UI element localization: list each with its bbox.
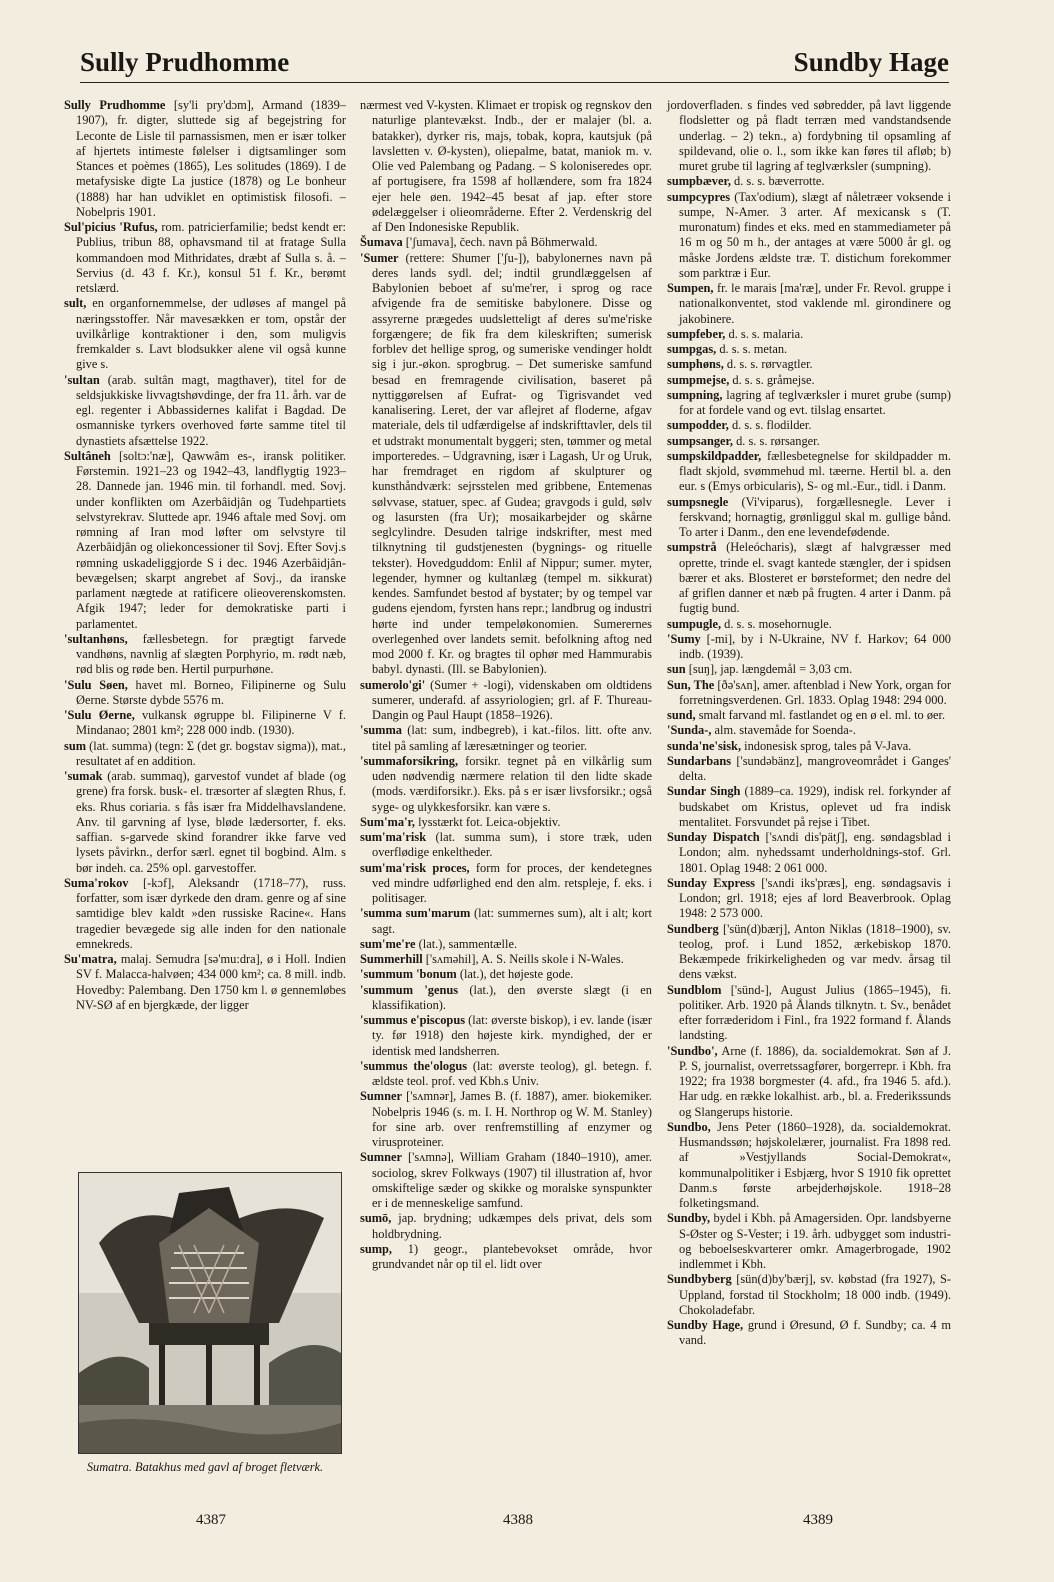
- entry-headword: Sunday Express: [667, 875, 755, 890]
- dictionary-entry: [667, 449, 951, 495]
- entry-headword: 'Sundbo',: [667, 1043, 718, 1058]
- entry-text: Arne (f. 1886), da. socialdemokrat. Søn af J. P. S, journalist, overretssagfører, borgerrepr. i Kbh. fra 1922; fra 1938 borgmester (4. afd., fra 1946 5. afd.). Har udg. en række lokalhist. arb., bl. a. Frederikssunds og Slangerups historie.: [679, 1043, 951, 1119]
- dictionary-entry: [667, 1318, 951, 1349]
- dictionary-entry: [64, 952, 346, 1013]
- entry-text: [sün(d)by'bærj], sv. købstad (fra 1927), S-Uppland, forstad til Stockholm; 18 000 indb. (1949). Chokoladefabr.: [679, 1272, 951, 1317]
- entry-text: (Sumer + -logi), videnskaben om oldtidens sumerer, underafd. af assyriologien; grl. af F. Thureau-Dangin og Paul Haupt (1858–1926).: [372, 677, 652, 722]
- dictionary-entry: [360, 1242, 652, 1273]
- dictionary-entry: [64, 220, 346, 296]
- entry-headword: sumō,: [360, 1211, 392, 1226]
- entry-text: nærmest ved V-kysten. Klimaet er tropisk og regnskov den naturlige plantevækst. Indb., der er malajer (bl. a. batakker), dyrker ris, majs, tobak, kopra, kautsjuk (på lavsletten v. Ø-kysten), oliepalme, batat, maniok m. v. Olie ved Palembang og Padang. – S koloniseredes opr. af portugisere, fra 1598 af hollændere, som fra 1824 ejer hele øen. 1942–45 besat af jap. efter store ødelæggelser i olieområderne. Efter 2. Verdenskrig del af Den Indonesiske Republik.: [360, 98, 652, 234]
- entry-text: ['sʌmnər], James B. (f. 1887), amer. biokemiker. Nobelpris 1946 (s. m. I. H. Northrop og W. M. Stanley) for sine arb. over renfremstilling af enzymer og virusproteiner.: [372, 1089, 652, 1149]
- entry-text: d. s. s. rørsanger.: [733, 433, 820, 448]
- entry-text: jordoverfladen. s findes ved søbredder, på lavt liggende flodsletter og på fladt terræn med vandstandsende underlag. – 2) tekn., a) fordybning til opsamling af spildevand, olie o. l., som ikke kan føres til afløb; b) muret grube til lagring af teglværksler (sumpning).: [667, 98, 951, 173]
- dictionary-entry: [360, 723, 652, 754]
- entry-headword: sumpsanger,: [667, 433, 733, 448]
- page-header: [80, 42, 949, 83]
- dictionary-entry: [360, 983, 652, 1014]
- dictionary-entry: [667, 678, 951, 709]
- entry-text: (lat: øverste teolog), gl. betegn. f. ældste teol. prof. ved Kbh.s Univ.: [372, 1058, 652, 1088]
- entry-text: d. s. s. bæverrotte.: [730, 174, 825, 189]
- dictionary-entry: [360, 251, 652, 678]
- dictionary-entry: [667, 327, 951, 342]
- entry-headword: sump,: [360, 1241, 393, 1256]
- dictionary-entry: [360, 861, 652, 907]
- entry-text: lysstærkt fot. Leica-objektiv.: [414, 814, 561, 829]
- entry-text: ['sʌmnə], William Graham (1840–1910), amer. sociolog, skrev Folkways (1907) til illustration af, hvor omskiftelige sæder og skikke og moralske synspunkter er i de menneskelige samfund.: [372, 1150, 652, 1210]
- entry-text: indonesisk sprog, tales på V-Java.: [741, 738, 912, 753]
- entry-text: (lat: øverste biskop), i ev. lande (især ty. før 1918) den højeste kirk. myndighed, der er identisk med landsherren.: [372, 1013, 652, 1058]
- entry-text: ['ʃumava], čech. navn på Böhmerwald.: [402, 235, 598, 250]
- dictionary-entry: [667, 388, 951, 419]
- dictionary-entry: [667, 1044, 951, 1120]
- dictionary-entry: [667, 1272, 951, 1318]
- entry-text: (lat: sum, indbegreb), i kat.-filos. litt. ofte anv. titel på samling af læresætninger og teorier.: [372, 723, 652, 753]
- dictionary-entry: [667, 662, 951, 677]
- entry-text: ['sundəbänz], mangroveområdet i Ganges' delta.: [679, 753, 951, 783]
- dictionary-entry: [360, 1059, 652, 1090]
- entry-headword: sumphøns,: [667, 357, 724, 372]
- entry-text: [ðə'sʌn], amer. aftenblad i New York, organ for forretningsverdenen. Grl. 1833. Oplag 1948: 294 000.: [679, 677, 951, 707]
- dictionary-entry: [360, 1211, 652, 1242]
- dictionary-entry: [667, 190, 951, 282]
- entry-text: en organfornemmelse, der udløses af mangel på næringsstoffer. Når mavesækken er tom, opstår der uvilkårlige kontraktioner i den, som muligvis fremkalder s. Lavt blodsukker alene vil også kunne give s.: [76, 296, 346, 372]
- header-right-guideword: Sundby Hage: [793, 47, 949, 77]
- dictionary-entry: [667, 495, 951, 541]
- entry-text: d. s. s. gråmejse.: [729, 372, 815, 387]
- dictionary-entry: [360, 678, 652, 724]
- dictionary-entry: [360, 937, 652, 952]
- dictionary-entry: [667, 617, 951, 632]
- dictionary-entry: [360, 98, 652, 235]
- column-2: [360, 98, 652, 1272]
- entry-headword: Sundbo,: [667, 1119, 711, 1134]
- entry-text: 1) geogr., plantebevokset område, hvor grundvandet når op til el. lidt over: [372, 1241, 652, 1271]
- entry-headword: Sundar Singh: [667, 784, 741, 799]
- entry-text: [soltɔ:'næ], Qawwâm es-, iransk politiker. Førstemin. 1921–23 og 1942–43, landflygtig 1923–28. Dannede jan. 1946 min. til forhandl. med. Sovj. under konflikten om Azerbâidjân og Tudehpartiets selvstyrekrav. Sluttede apr. 1946 aftale med Sovj. om rømning af Iran mod løfter om selvstyre til Azerbâidjân og oliekoncessioner til Sovj. Efter Sovj.s rømning uskadeliggjorde S i dec. 1946 Azerbâidjân-bevægelsen; skarpt angrebet af Sovj., da iranske parlament nægtede at ratificere olieoverenskomsten. Afgik 1947; leder for demokratiske parti i parlamentet.: [76, 448, 346, 631]
- entry-headword: Sum'ma'r,: [360, 814, 415, 829]
- entry-text: [suŋ], jap. længdemål = 3,03 cm.: [685, 662, 853, 677]
- dictionary-entry: [667, 739, 951, 754]
- entry-headword: sum'me're: [360, 936, 416, 951]
- dictionary-entry: [360, 830, 652, 861]
- entry-text: (rettere: Shumer ['ʃu-]), babylonernes navn på deres lands sydl. del; indtil grundlæggelsen af Babylonien beboet af su'me'rer, i sprog og race afvigende fra de semitiske babylonere. Disse og assyrerne prægedes uudsletteligt af deres su'me'riske forgængere; de fik fra dem kileskriften; sumerisk forblev det hellige sprog, og sumeriske vendinger holdt sig i jur.-økon. sprogbrug. – Det sumeriske samfund besad en fremragende civilisation, baseret på nyttiggørelsen af Eufrat- og Tigrisvandet ved kanalisering. Leret, der var aflejret af floderne, afgav materiale, dels til udfærdigelse af indskrifttavler, dels til et udstrakt monumentalt byggeri; sten, tømmer og metal importeredes. – Udgravning, især i Lagash, Ur og Uruk, har fremdraget en rigdom af skulpturer og kunsthåndværk: sejrsstelen med gribbene, Entemenas sølvvase, statuer, spec. af Gudea; gravgods i guld, sølv og lasursten (fra Ur); mosaikarbejder og skårne seglcylindre. Desuden talrige indskrifter, mest med tilknytning til gudstjenesten (bygnings- og rituelle tekster). Hovedguddom: Enlil af Nippur; sumer. myter, legender, hymner og kultanlæg (tempel m. sikkurat) kendes. Samfundet bestod af bystater; by og tempel var gudens ejendom, fyrsten hans repr.; landbrug og industri hørte ind under tempeløkonomien. Sumerernes overlegenhed over landets semit. befolkning aftog ned mod 2000 f. Kr. og bragtes til ophør med Hammurabis babyl. dynasti. (Ill. se Babylonien).: [372, 250, 652, 677]
- dictionary-entry: [360, 1150, 652, 1211]
- entry-headword: sunda'ne'sisk,: [667, 738, 742, 753]
- entry-text: form for proces, der kendetegnes ved mindre udførlighed end den alm. retspleje, f. eks. i politisager.: [372, 860, 652, 905]
- entry-headword: Summerhill: [360, 952, 423, 966]
- entry-text: Jens Peter (1860–1928), da. socialdemokrat. Husmandssøn; højskolelærer, journalist. Fra 1898 red. af »Vestjyllands Social-Demokrat«, kommunalpolitiker i Esbjærg, hvor S 1910 fik oprettet Danm.s første arbejderhøjskole. 1918–28 folketingsmand.: [679, 1119, 951, 1210]
- entry-headword: Sundby Hage,: [667, 1318, 744, 1332]
- dictionary-entry: [667, 174, 951, 189]
- entry-headword: 'summaforsikring,: [360, 753, 459, 768]
- entry-headword: sumerolo'gi': [360, 677, 426, 692]
- entry-text: vulkansk øgruppe bl. Filipinerne V f. Mindanao; 2801 km²; 228 000 indb. (1930).: [76, 708, 347, 738]
- entry-headword: sumpbæver,: [667, 174, 731, 189]
- entry-headword: 'summus e'piscopus: [360, 1013, 466, 1027]
- dictionary-entry: [360, 1089, 652, 1150]
- entry-headword: sumpsnegle: [667, 494, 729, 509]
- dictionary-entry: [667, 342, 951, 357]
- entry-text: (lat.), sammentælle.: [415, 936, 518, 951]
- entry-text: ['sʌndi iks'præs], eng. søndagsavis i London; grl. 1918; ejes af lord Beaverbrook. Oplag 1948: 2 573 000.: [679, 875, 951, 921]
- entry-text: ['sʌndi dis'pätʃ], eng. søndagsblad i London; alm. nyhedssamt underholdnings-stof. Grl. 1801. Oplag 1948: 2 061 000.: [679, 830, 951, 875]
- dictionary-entry: [667, 983, 951, 1044]
- entry-text: (Tax'odium), slægt af nåletræer voksende i sumpe, N-Amer. 3 arter. Af mexicansk s (T. muronatum) findes et eks. med en stammediameter på 16 m og 50 m h., der antages at være 5000 år gl. og måske Jordens ældste træ. T. distichum forekommer som parktræ i Eur.: [679, 189, 951, 280]
- entry-headword: Sun, The: [667, 677, 715, 692]
- dictionary-entry: [667, 281, 951, 327]
- entry-headword: Sundbyberg: [667, 1272, 732, 1287]
- entry-text: lagring af teglværksler i muret grube (sump) for at fordele vand og evt. tilslag ensartet.: [679, 387, 951, 417]
- entry-text: rom. patricierfamilie; bedst kendt er: Publius, tribun 88, ophavsmand til at fratage Sulla kommandoen mod Mithridates, dræbt af Sulla s. å. – Servius (d. 43 f. Kr.), konsul 51 f. Kr., berømt retslærd.: [76, 220, 346, 295]
- dictionary-entry: [667, 418, 951, 433]
- dictionary-entry: [667, 434, 951, 449]
- dictionary-entry: [667, 876, 951, 922]
- entry-headword: Sunday Dispatch: [667, 830, 760, 844]
- entry-text: (lat: summernes sum), alt i alt; kort sagt.: [372, 906, 652, 936]
- entry-headword: sun: [667, 662, 686, 677]
- entry-text: (lat.), den øverste slægt (i en klassifikation).: [372, 982, 652, 1012]
- dictionary-entry: [667, 1211, 951, 1272]
- entry-headword: sumpfeber,: [667, 326, 726, 341]
- entry-headword: Sumner: [360, 1150, 402, 1165]
- entry-text: fællesbetegn. for prægtigt farvede vandhøns, navnlig af slægten Porphyrio, m. rødt næb, rød blis og røde ben. Hertil purpurhøne.: [76, 631, 346, 677]
- entry-text: [-mi], by i N-Ukraine, NV f. Harkov; 64 000 indb. (1939).: [679, 631, 951, 661]
- entry-headword: Suma'rokov: [64, 875, 129, 890]
- header-left-guideword: Sully Prudhomme: [80, 47, 290, 77]
- entry-text: (Heleócharis), slægt af halvgræsser med oprette, trinde el. svagt kantede stængler, der i spidsen bærer et aks. Blosteret er børsteformet; den nedre del af griflen danner et næb på frugten. 4 arter i Danm. på fugtig bund.: [679, 540, 951, 616]
- dictionary-entry: [64, 449, 346, 632]
- dictionary-entry: [667, 1120, 951, 1212]
- entry-text: fællesbetegnelse for skildpadder m. fladt skjold, svømmehud ml. tæerne. Hertil bl. a. den eur. s (Emys orbicularis), S- og ml.-Eur., tidl. i Danm.: [679, 448, 951, 494]
- entry-text: (1889–ca. 1929), indisk rel. forkynder af budskabet om Kristus, oplevet ud fra indisk mentalitet. Forsvundet på rejse i Tibet.: [679, 784, 951, 829]
- entry-text: d. s. s. mosehornugle.: [721, 616, 832, 631]
- dictionary-entry: [64, 296, 346, 372]
- dictionary-entry: [64, 632, 346, 678]
- entry-text: (lat.), det højeste gode.: [456, 967, 574, 982]
- dictionary-entry: [667, 708, 951, 723]
- dictionary-entry: [64, 739, 346, 770]
- entry-headword: Sultâneh: [64, 448, 111, 463]
- entry-headword: sund,: [667, 708, 696, 722]
- dictionary-entry: [667, 784, 951, 830]
- entry-text: d. s. s. rørvagtler.: [723, 357, 813, 372]
- page-number-3: 4389: [803, 1512, 833, 1528]
- dictionary-entry: [360, 906, 652, 937]
- entry-text: ['sünd-], August Julius (1865–1945), fi. politiker. Arb. 1920 på Ålands tilknytn. t. Sv., benådet efter forræderidom i Finl., fra 1922 formand f. Ålands landsting.: [679, 982, 951, 1043]
- entry-text: grund i Øresund, Ø f. Sundby; ca. 4 m vand.: [679, 1318, 951, 1348]
- dictionary-entry: [360, 815, 652, 830]
- entry-headword: 'sumak: [64, 769, 103, 783]
- entry-headword: sum'ma'risk proces,: [360, 860, 470, 875]
- dictionary-entry: [64, 98, 346, 220]
- dictionary-entry: [667, 723, 951, 738]
- entry-headword: Sundarbans: [667, 753, 732, 768]
- entry-headword: 'summa: [360, 723, 402, 738]
- entry-headword: sumpning,: [667, 387, 723, 402]
- dictionary-entry: [64, 373, 346, 449]
- column-1: [64, 98, 346, 1013]
- entry-text: (lat. summa) (tegn: Σ (det gr. bogstav sigma)), mat., resultatet af en addition.: [76, 738, 346, 768]
- entry-headword: sumpstrå: [667, 540, 717, 555]
- entry-headword: 'sultanhøns,: [64, 631, 128, 646]
- entry-headword: Sumpen,: [667, 281, 714, 295]
- entry-headword: Sundby,: [667, 1211, 711, 1226]
- entry-headword: 'Sumer: [360, 250, 399, 265]
- entry-headword: sumpgas,: [667, 342, 717, 356]
- entry-text: (arab. sultân magt, magthaver), titel for de seldsjukkiske livvagtshøvdinge, der fra 11. årh. var de egl. regenter i Abbassidernes kalifat i Bagdad. De osmanniske tyrkers overhoved førte samme titel til dynastiets afsættelse 1922.: [76, 372, 346, 448]
- dictionary-entry: [360, 1013, 652, 1059]
- dictionary-entry: [667, 754, 951, 785]
- dictionary-entry: [667, 540, 951, 616]
- batak-house-photo: [78, 1172, 342, 1454]
- entry-headword: sumpskildpadder,: [667, 448, 762, 463]
- entry-text: ['sün(d)bærj], Anton Niklas (1818–1900), sv. teolog, prof. i Lund 1852, ærkebiskop 1870. Bekæmpede frikirkeligheden og var medv. årsag til dens vækst.: [679, 921, 951, 982]
- dictionary-entry: [667, 830, 951, 876]
- dictionary-entry: [64, 876, 346, 952]
- entry-headword: Sundblom: [667, 982, 722, 997]
- entry-headword: Sully Prudhomme: [64, 98, 166, 112]
- entry-headword: 'summus the'ologus: [360, 1058, 468, 1073]
- entry-headword: Šumava: [360, 235, 403, 250]
- entry-text: alm. stavemåde for Soenda-.: [711, 723, 856, 738]
- entry-headword: 'Sunda-,: [667, 723, 712, 738]
- dictionary-entry: [667, 632, 951, 663]
- entry-headword: 'sultan: [64, 372, 100, 387]
- entry-text: (Vi'viparus), forgællesnegle. Lever i ferskvand; hornagtig, grønliggul skal m. gullige bånd. To arter i Danm., den ene levendefødende.: [679, 494, 951, 539]
- entry-text: forsikr. tegnet på en vilkårlig sum uden nødvendig nærmere relation til den lidte skade (mods. værdiforsikr.). Eks. på s er især livsforsikr.; også syge- og ulykkesforsikr. kan være s.: [372, 753, 652, 814]
- dictionary-entry: [64, 708, 346, 739]
- entry-headword: sumpugle,: [667, 616, 722, 631]
- batak-house-illustration: [79, 1173, 341, 1453]
- entry-headword: sum'ma'risk: [360, 830, 427, 844]
- page-number-2: 4388: [503, 1512, 533, 1528]
- entry-headword: sumpmejse,: [667, 372, 730, 387]
- dictionary-entry: [667, 98, 951, 174]
- entry-headword: Sumner: [360, 1089, 402, 1104]
- entry-text: smalt farvand ml. fastlandet og en ø el. ml. to øer.: [695, 708, 946, 722]
- page-number-1: 4387: [196, 1512, 226, 1528]
- entry-text: jap. brydning; udkæmpes dels privat, dels som holdbrydning.: [372, 1211, 652, 1241]
- photo-caption: Sumatra. Batakhus med gavl af broget fletværk.: [86, 1460, 324, 1474]
- dictionary-entry: [667, 357, 951, 372]
- entry-headword: 'Sumy: [667, 631, 701, 646]
- entry-text: bydel i Kbh. på Amagersiden. Opr. landsbyerne S-Øster og S-Vester; i 19. årh. udbygget som industri- og beboelseskvarterer omkr. Amagerbrogade, 1902 indlemmet i Kbh.: [679, 1211, 951, 1271]
- entry-text: fr. le marais [ma'ræ], under Fr. Revol. gruppe i nationalkonventet, stod vaklende ml. girondinere og jakobinere.: [679, 281, 951, 326]
- entry-headword: sumpodder,: [667, 418, 729, 433]
- entry-text: ['sʌməhil], A. S. Neills skole i N-Wales.: [422, 952, 624, 966]
- entry-headword: Su'matra,: [64, 952, 117, 966]
- entry-text: [-kɔf], Aleksandr (1718–77), russ. forfatter, som især dyrkede den dram. genre og af sine samtidige blev kaldt »den russiske Racine«. Hans tragedier bevægede sig alle inden for den nationale emnekreds.: [76, 875, 346, 951]
- entry-headword: sult,: [64, 296, 87, 311]
- dictionary-entry: [360, 754, 652, 815]
- dictionary-entry: [64, 678, 346, 709]
- entry-headword: 'summum 'bonum: [360, 967, 457, 982]
- entry-headword: 'Sulu Øerne,: [64, 708, 135, 722]
- dictionary-entry: [360, 967, 652, 982]
- entry-text: d. s. s. metan.: [716, 342, 788, 356]
- entry-text: d. s. s. flodilder.: [728, 418, 812, 433]
- dictionary-entry: [667, 373, 951, 388]
- entry-headword: 'summa sum'marum: [360, 906, 471, 921]
- dictionary-entry: [360, 952, 652, 967]
- entry-text: (lat. summa sum), i store træk, uden overflødige enkeltheder.: [372, 830, 652, 860]
- entry-headword: 'Sulu Søen,: [64, 677, 128, 692]
- dictionary-entry: [64, 769, 346, 876]
- entry-text: d. s. s. malaria.: [725, 326, 804, 341]
- entry-headword: Sul'picius 'Rufus,: [64, 220, 158, 234]
- entry-headword: sum: [64, 738, 87, 753]
- entry-headword: sumpcypres: [667, 189, 731, 204]
- entry-text: havet ml. Borneo, Filipinerne og Sulu Øerne. Største dybde 5576 m.: [76, 677, 346, 707]
- entry-text: malaj. Semudra [sə'mu:dra], ø i Holl. Indien SV f. Malacca-halvøen; 434 000 km²; ca. 8 mill. indb. Hovedby: Palembang. Den 1750 km l. ø gennemløbes NV-SØ af en bjergkæde, der ligger: [76, 952, 346, 1012]
- entry-text: (arab. summaq), garvestof vundet af blade (og grene) fra forsk. busk- el. træsorter af slægten Rhus, f. eks. Rhus coriaria. s fås især fra Middelhavslandene. Anv. til garvning af lyse, bløde lædersorter, f. eks. saffian. s-garvede skind forandrer ikke farve ved lysets påvirkn., derfor særl. egnet til bogbind. Alm. s bør indeh. ca. 25% opl. garvestoffer.: [76, 769, 346, 875]
- entry-headword: Sundberg: [667, 921, 719, 936]
- dictionary-entry: [360, 235, 652, 250]
- entry-text: [sy'li pry'dɔm], Armand (1839–1907), fr. digter, sluttede sig af begejstring for Leconte de Lisle til parnassismen, men er især tolker af hjertets intimeste følelser i digtsamlinger som Stances et poèmes (1865), Les solitudes (1869). I de metafysiske digte La justice (1878) og Le bonheur (1888) har han udviklet en optimistisk filosofi. – Nobelpris 1901.: [76, 98, 346, 219]
- dictionary-entry: [667, 922, 951, 983]
- entry-headword: 'summum 'genus: [360, 982, 459, 997]
- column-3: [667, 98, 951, 1349]
